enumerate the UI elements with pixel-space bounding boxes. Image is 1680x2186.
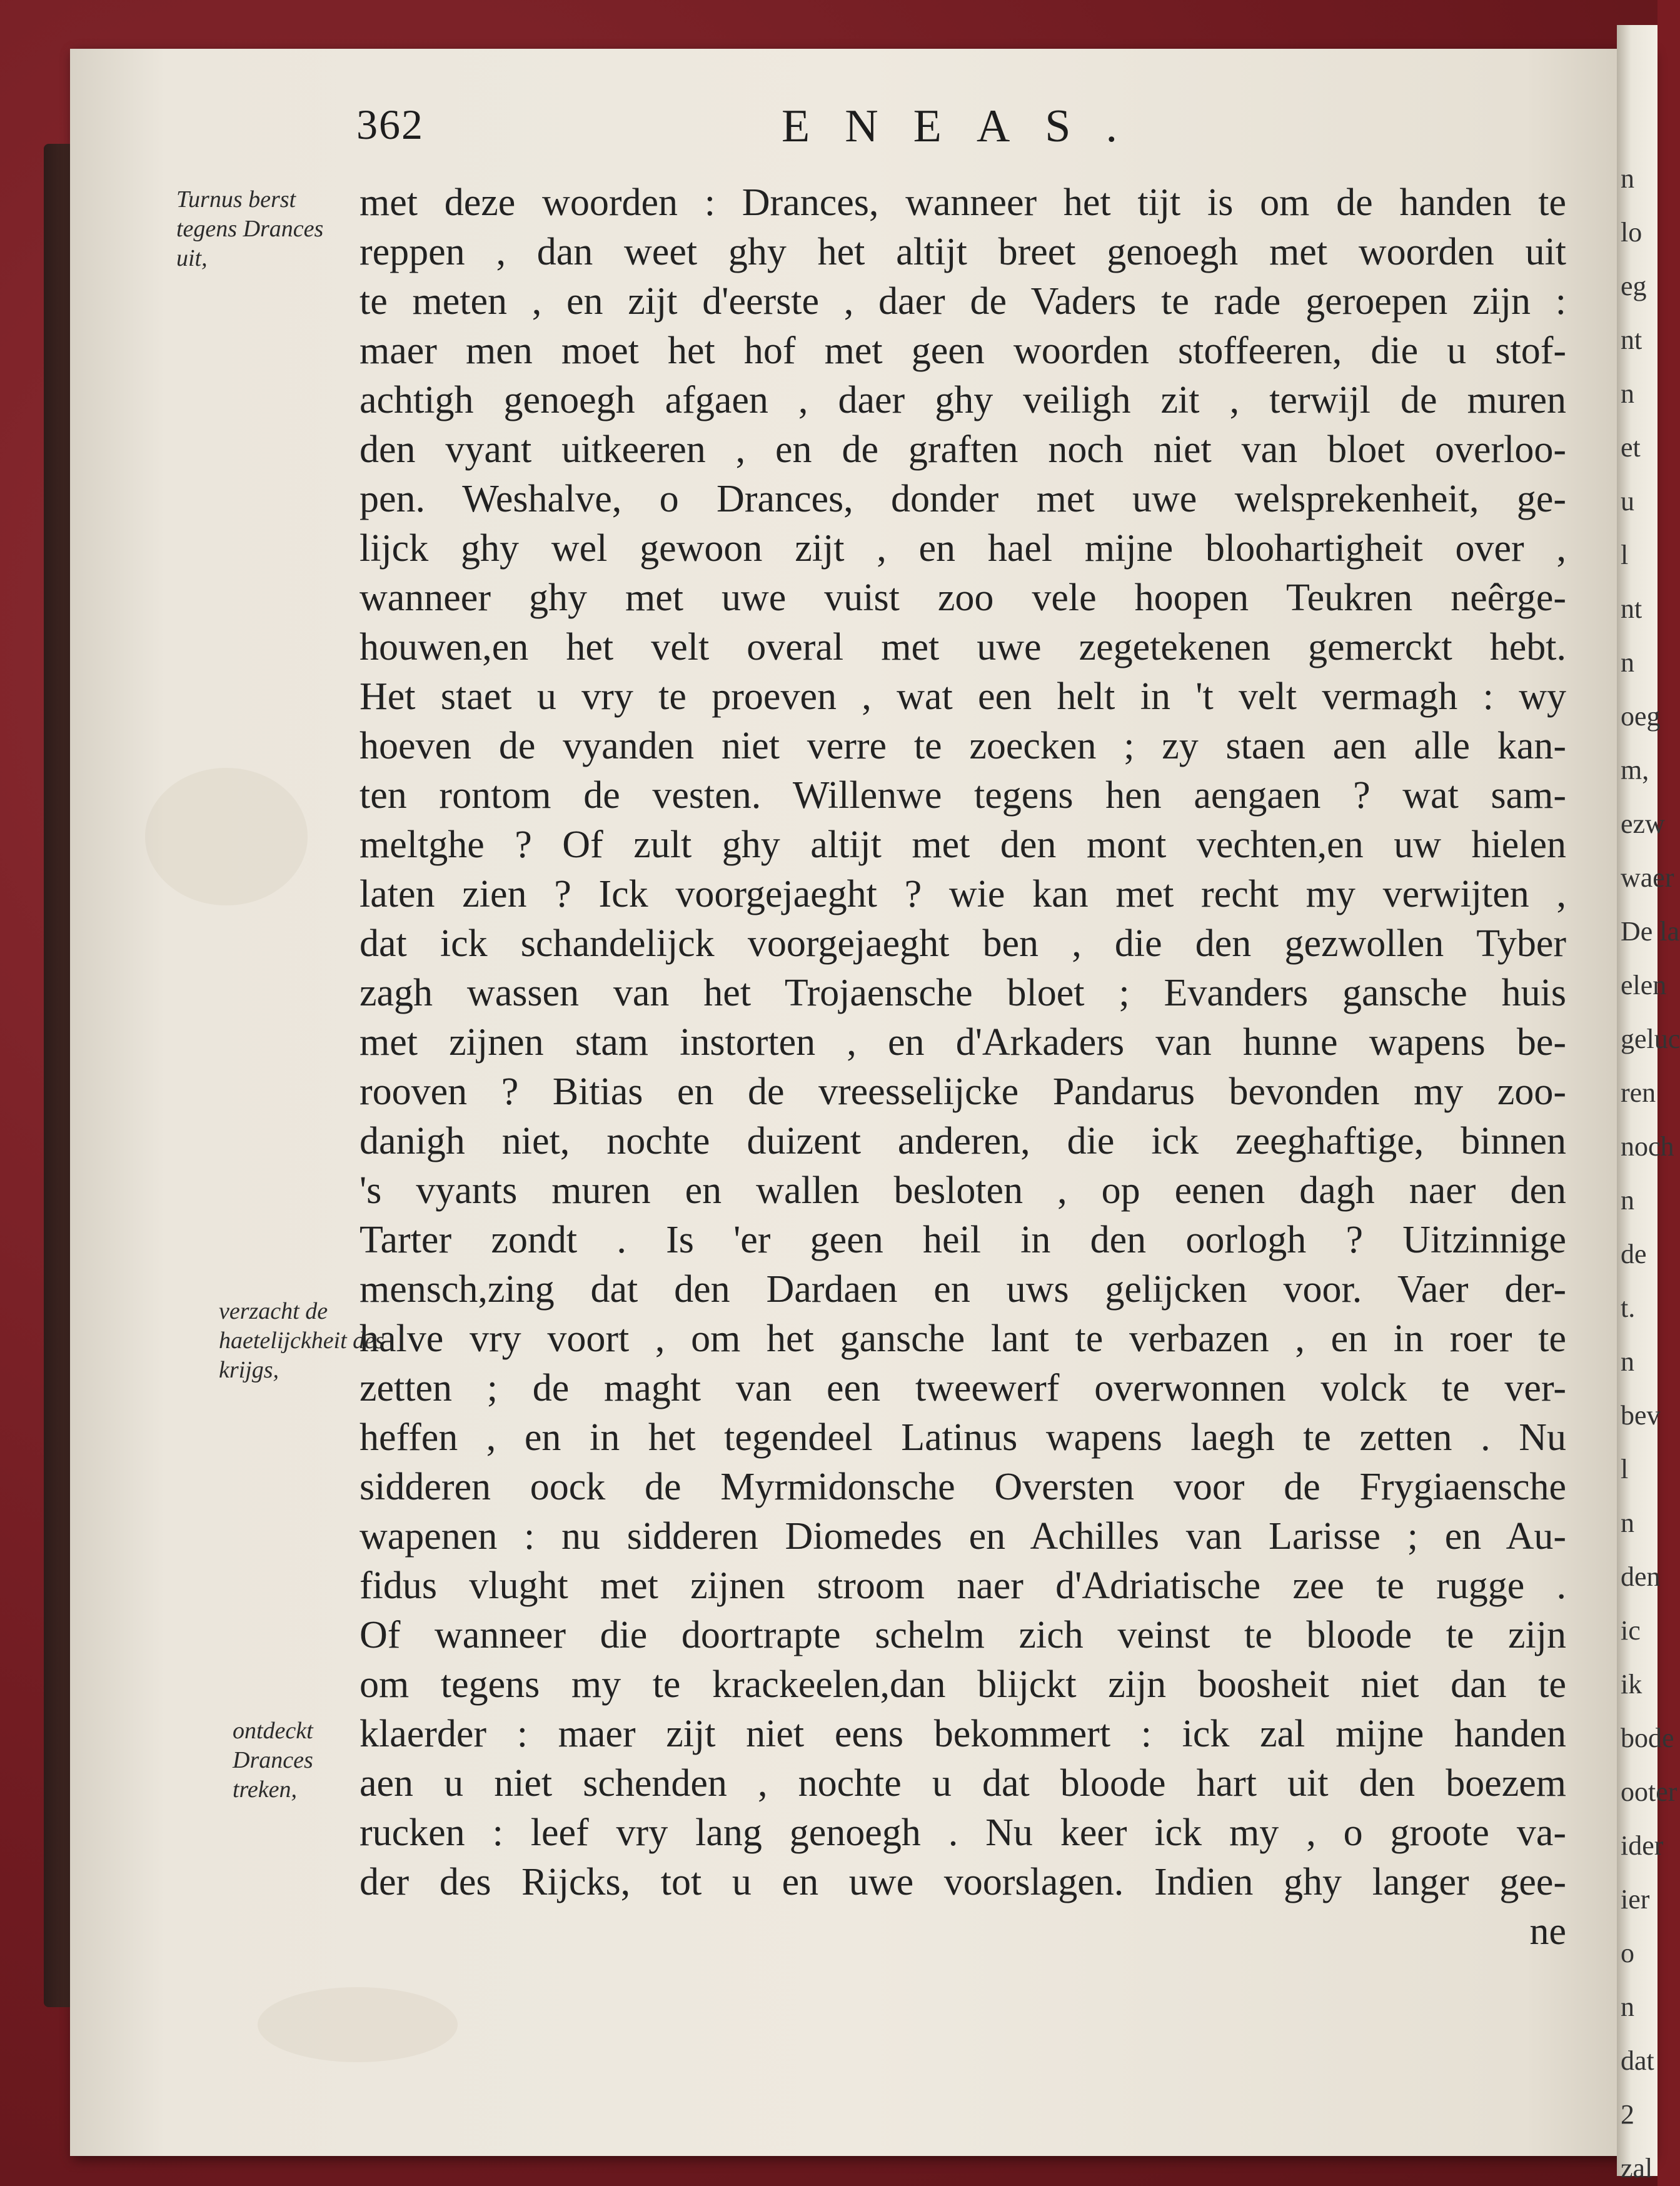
- text-line: zagh wassen van het Trojaensche bloet ; Evanders gansche huis: [360, 972, 1566, 1014]
- adjacent-page-fragment: den: [1621, 1561, 1661, 1592]
- text-line: heffen , en in het tegendeel Latinus wapens laegh te zetten . Nu: [360, 1416, 1566, 1459]
- text-line: Tarter zondt . Is 'er geen heil in den oorlogh ? Uitzinnige: [360, 1219, 1566, 1261]
- adjacent-page-fragment: de: [1621, 1239, 1647, 1269]
- adjacent-page-fragment: t.: [1621, 1292, 1636, 1323]
- margin-note: verzacht de haetelijckheit des krijgs,: [219, 1298, 385, 1383]
- adjacent-page-fragment: n: [1621, 647, 1634, 678]
- text-line: met deze woorden : Drances, wanneer het tijt is om de handen te: [360, 181, 1566, 224]
- text-line: danigh niet, nochte duizent anderen, die ick zeeghaftige, binnen: [360, 1120, 1566, 1162]
- text-line: ten rontom de vesten. Willenwe tegens hen aengaen ? wat sam-: [360, 774, 1566, 817]
- adjacent-page-fragment: l: [1621, 540, 1629, 570]
- text-line: rooven ? Bitias en de vreesselijcke Pandarus bevonden my zoo-: [360, 1070, 1566, 1113]
- text-line: om tegens my te krackeelen,dan blijckt zijn boosheit niet dan te: [360, 1663, 1566, 1706]
- text-line: halve vry voort , om het gansche lant te verbazen , en in roer te: [360, 1317, 1566, 1360]
- text-line: rucken : leef vry lang genoegh . Nu keer ick my , o groote va-: [360, 1811, 1566, 1854]
- text-line: meltghe ? Of zult ghy altijt met den mont vechten,en uw hielen: [360, 824, 1566, 866]
- adjacent-page-fragment: ik: [1621, 1669, 1642, 1700]
- running-head: [356, 100, 1294, 169]
- text-line: klaerder : maer zijt niet eens bekommert : ick zal mijne handen: [360, 1713, 1566, 1755]
- adjacent-page-fragment: 2: [1621, 2099, 1634, 2130]
- adjacent-page-fragment: noch: [1621, 1131, 1674, 1162]
- adjacent-page-fragment: n: [1621, 1508, 1634, 1538]
- text-line: laten zien ? Ick voorgejaeght ? wie kan met recht my verwijten ,: [360, 873, 1566, 915]
- adjacent-page-fragment: n: [1621, 1346, 1634, 1377]
- text-line: den vyant uitkeeren , en de graften noch niet van bloet overloo-: [360, 428, 1566, 471]
- text-line: Of wanneer die doortrapte schelm zich veinst te bloode te zijn: [360, 1614, 1566, 1656]
- page-number: 362: [356, 101, 424, 148]
- paper-stain: [145, 768, 308, 905]
- text-line: met zijnen stam instorten , en d'Arkaders van hunne wapens be-: [360, 1021, 1566, 1064]
- adjacent-page-fragment: dat: [1621, 2045, 1654, 2076]
- adjacent-page-fragment: De la: [1621, 916, 1680, 947]
- text-line: houwen,en het velt overal met uwe zegetekenen gemerckt hebt.: [360, 626, 1566, 668]
- adjacent-page-fragment: nt: [1621, 593, 1642, 624]
- text-line: Het staet u vry te proeven , wat een helt in 't velt vermagh : wy: [360, 675, 1566, 718]
- text-line: 's vyants muren en wallen besloten , op eenen dagh naer den: [360, 1169, 1566, 1212]
- paper-stain: [258, 1987, 458, 2062]
- page-title: ENEAS.: [782, 101, 1152, 152]
- adjacent-page-fragment: oeg: [1621, 701, 1661, 732]
- adjacent-page-fragment: et: [1621, 432, 1641, 463]
- text-line: aen u niet schenden , nochte u dat bloode hart uit den boezem: [360, 1762, 1566, 1805]
- adjacent-page-fragment: ooter: [1621, 1776, 1677, 1807]
- adjacent-page-fragment: n: [1621, 1185, 1634, 1216]
- body-text: [360, 178, 1566, 1957]
- text-line: hoeven de vyanden niet verre te zoecken ; zy staen aen alle kan-: [360, 725, 1566, 767]
- text-line: maer men moet het hof met geen woorden stoffeeren, die u stof-: [360, 330, 1566, 372]
- text-line: reppen , dan weet ghy het altijt breet genoegh met woorden uit: [360, 231, 1566, 273]
- adjacent-page-edge: [1617, 25, 1680, 2183]
- adjacent-page-fragment: ezw: [1621, 808, 1665, 839]
- adjacent-page-fragment: n: [1621, 1992, 1634, 2022]
- adjacent-page-fragment: ren: [1621, 1077, 1656, 1108]
- adjacent-page-fragment: waer: [1621, 862, 1674, 893]
- text-line: pen. Weshalve, o Drances, donder met uwe welsprekenheit, ge-: [360, 478, 1566, 520]
- text-line: lijck ghy wel gewoon zijt , en hael mijne bloohartigheit over ,: [360, 527, 1566, 570]
- adjacent-page-fragment: eg: [1621, 271, 1647, 301]
- margin-note: ontdeckt Drances treken,: [233, 1718, 313, 1803]
- text-line: der des Rijcks, tot u en uwe voorslagen. Indien ghy langer gee-: [360, 1861, 1566, 1903]
- adjacent-page-fragment: ider: [1621, 1830, 1664, 1861]
- text-line: ne: [1529, 1910, 1566, 1953]
- text-line: mensch,zing dat den Dardaen en uws gelijcken voor. Vaer der-: [360, 1268, 1566, 1311]
- adjacent-page-fragment: bode: [1621, 1723, 1674, 1753]
- text-line: dat ick schandelijck voorgejaeght ben , die den gezwollen Tyber: [360, 922, 1566, 965]
- adjacent-page-fragment: zal: [1621, 2153, 1653, 2183]
- adjacent-page-fragment: lo: [1621, 217, 1642, 248]
- adjacent-page-fragment: n: [1621, 378, 1634, 409]
- text-line: sidderen oock de Myrmidonsche Oversten voor de Frygiaensche: [360, 1466, 1566, 1508]
- adjacent-page-fragment: elen: [1621, 970, 1667, 1000]
- adjacent-page-fragment: bev: [1621, 1400, 1661, 1431]
- adjacent-page-fragment: m,: [1621, 755, 1649, 785]
- adjacent-page-fragment: l: [1621, 1454, 1629, 1484]
- text-line: te meten , en zijt d'eerste , daer de Vaders te rade geroepen zijn :: [360, 280, 1566, 323]
- adjacent-page-fragment: ic: [1621, 1615, 1641, 1646]
- margin-note: Turnus berst tegens Drances uit,: [176, 186, 324, 271]
- text-line: zetten ; de maght van een tweewerf overwonnen volck te ver-: [360, 1367, 1566, 1409]
- adjacent-page-fragment: ier: [1621, 1884, 1650, 1915]
- text-line: achtigh genoegh afgaen , daer ghy veiligh zit , terwijl de muren: [360, 379, 1566, 421]
- text-line: wapenen : nu sidderen Diomedes en Achilles van Larisse ; en Au-: [360, 1515, 1566, 1558]
- adjacent-page-fragment: nt: [1621, 325, 1642, 355]
- text-line: fidus vlught met zijnen stroom naer d'Adriatische zee te rugge .: [360, 1564, 1566, 1607]
- adjacent-page-fragment: u: [1621, 486, 1634, 516]
- adjacent-page-fragment: geluc: [1621, 1024, 1680, 1054]
- adjacent-page-fragment: n: [1621, 163, 1634, 194]
- adjacent-page-fragment: o: [1621, 1938, 1634, 1968]
- text-line: wanneer ghy met uwe vuist zoo vele hoopen Teukren neêrge-: [360, 577, 1566, 619]
